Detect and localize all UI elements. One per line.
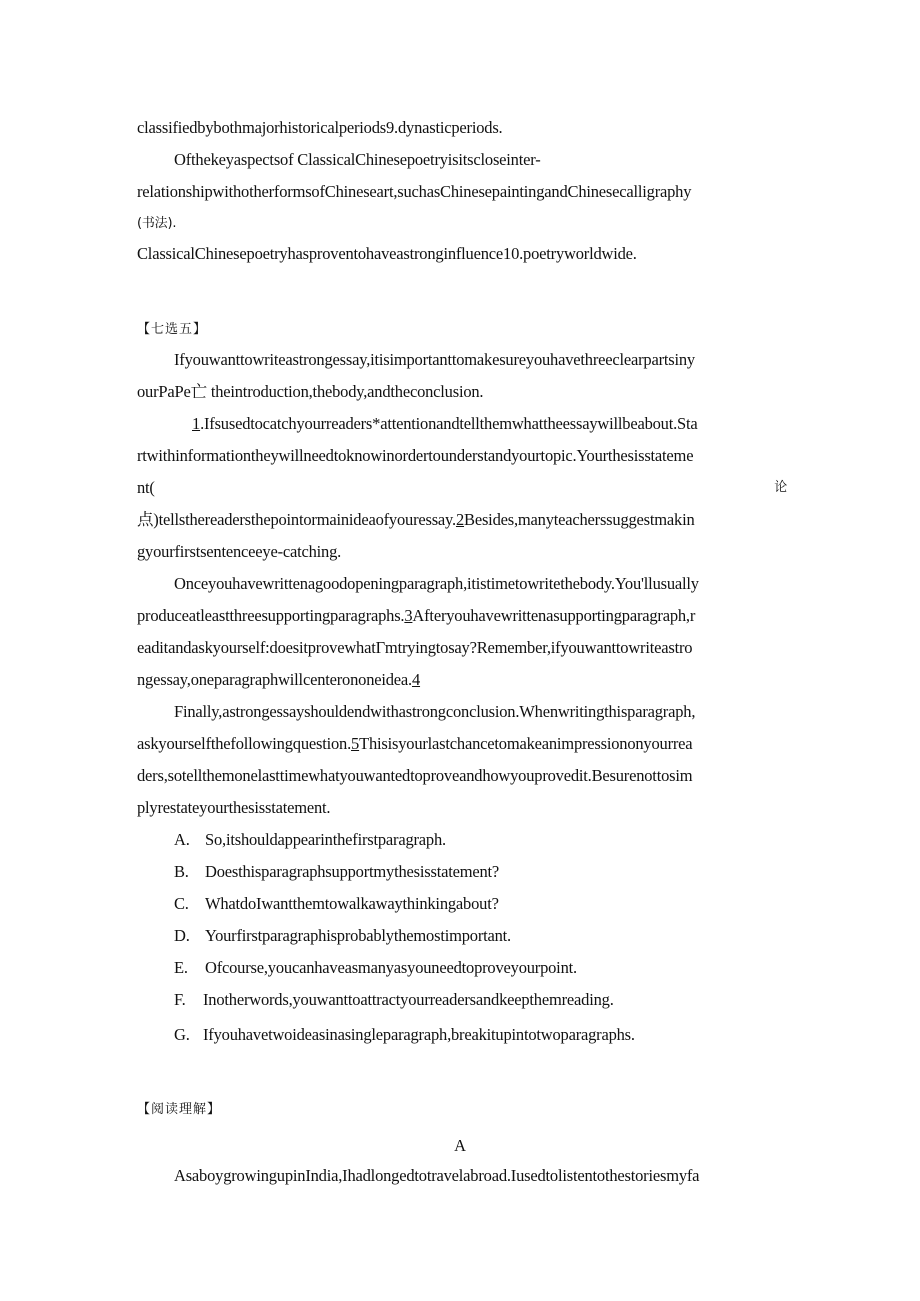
passage-label: A: [454, 1136, 466, 1155]
poetry-line-3: [137, 181, 787, 203]
seven-five-heading: 【七选五】: [137, 322, 208, 337]
poetry-line-3-text: relationshipwithotherformsofChineseart,suchasChinesepaintingandChinesecalligraphy: [137, 182, 692, 201]
option-key: G.: [174, 1025, 190, 1044]
para-2-line-3-end: 论: [774, 480, 787, 495]
option-key: F.: [174, 990, 186, 1009]
poetry-line-5: ClassicalChinesepoetryhasproventohaveastronginfluence10.poetryworldwide.: [137, 244, 637, 263]
para-2-line-4: [137, 509, 787, 531]
blank-2: 2: [455, 510, 465, 529]
option-key: C.: [174, 894, 189, 913]
para-3-line-2: [137, 605, 787, 627]
blank-1: 1: [192, 414, 201, 433]
blank-3: 3: [404, 606, 413, 625]
para-2-line-3: [137, 477, 787, 499]
option-e: [174, 957, 786, 979]
para-4-line-4: plyrestateyourthesisstatement.: [137, 798, 331, 817]
para-2-line-4-a: 点)tellsthereadersthepointormainideaofyouressay.: [137, 510, 456, 529]
para-2-line-1-text: .Ifsusedtocatchyourreaders*attentionandtellthemwhattheessaywillbeabout.Sta: [200, 414, 698, 433]
poetry-line-2: Ofthekeyaspectsof ClassicalChinesepoetryisitscloseinter-: [174, 150, 541, 169]
option-text: Ifyouhavetwoideasinasingleparagraph,breakitupintotwoparagraphs.: [203, 1025, 635, 1044]
option-b: [174, 861, 786, 883]
option-key: D.: [174, 926, 190, 945]
option-text: Inotherwords,youwanttoattractyourreadersandkeepthemreading.: [203, 990, 614, 1009]
para-4-line-1: Finally,astrongessayshouldendwithastrongconclusion.Whenwritingthisparagraph,: [174, 702, 696, 721]
option-c: [174, 893, 786, 915]
para-3-line-2-b: Afteryouhavewrittenasupportingparagraph,r: [412, 606, 696, 625]
option-text: Ofcourse,youcanhaveasmanyasyouneedtoproveyourpoint.: [205, 958, 577, 977]
option-text: Yourfirstparagraphisprobablythemostimportant.: [205, 926, 511, 945]
para-1-line-1: Ifyouwanttowriteastrongessay,itisimportanttomakesureyouhavethreeclearpartsiny: [174, 350, 695, 369]
para-2-line-4-b: Besides,manyteacherssuggestmakin: [464, 510, 695, 529]
para-4-line-3: ders,sotellthemonelasttimewhatyouwantedtoproveandhowyouprovedit.Besurenottosim: [137, 766, 693, 785]
para-2-line-3-text: nt(: [137, 478, 155, 497]
option-g: [174, 1024, 786, 1046]
option-text: So,itshouldappearinthefirstparagraph.: [205, 830, 446, 849]
para-2-line-2: rtwithinformationtheywillneedtoknowinordertounderstandyourtopic.Yourthesisstateme: [137, 446, 694, 465]
para-3-line-4-a: ngessay,oneparagraphwillcenterononeidea.: [137, 670, 412, 689]
reading-line-1: AsaboygrowingupinIndia,Ihadlongedtotravelabroad.Iusedtolistentothestoriesmyfa: [174, 1166, 700, 1185]
para-3-line-4: [137, 669, 787, 691]
option-key: B.: [174, 862, 189, 881]
option-a: [174, 829, 786, 851]
option-f: [174, 989, 786, 1011]
para-3-line-2-a: produceatleastthreesupportingparagraphs.: [137, 606, 405, 625]
para-3-line-3: eaditandaskyourself:doesitprovewhatΓmtryingtosay?Remember,ifyouwanttowriteastro: [137, 638, 693, 657]
para-4-line-2-b: Thisisyourlastchancetomakeanimpressiononyourrea: [359, 734, 693, 753]
option-key: E.: [174, 958, 188, 977]
blank-5: 5: [351, 734, 360, 753]
blank-4: 4: [411, 670, 421, 689]
para-4-line-2-a: askyourselfthefollowingquestion.: [137, 734, 352, 753]
poetry-line-4: (书法).: [137, 216, 177, 231]
option-key: A.: [174, 830, 190, 849]
poetry-line-1: classifiedbybothmajorhistoricalperiods9.dynasticperiods.: [137, 118, 503, 137]
para-3-line-1: Onceyouhavewrittenagoodopeningparagraph,itistimetowritethebody.You'llusually: [174, 574, 699, 593]
reading-heading: 【阅读理解】: [137, 1102, 222, 1117]
option-text: Doesthisparagraphsupportmythesisstatement?: [205, 862, 500, 881]
para-2-line-5: gyourfirstsentenceeye-catching.: [137, 542, 342, 561]
para-2-line-1: [192, 413, 786, 435]
para-4-line-2: [137, 733, 787, 755]
option-text: WhatdoIwantthemtowalkawaythinkingabout?: [205, 894, 499, 913]
option-d: [174, 925, 786, 947]
para-1-line-2: ourPaPe亡 theintroduction,thebody,andtheconclusion.: [137, 382, 484, 401]
